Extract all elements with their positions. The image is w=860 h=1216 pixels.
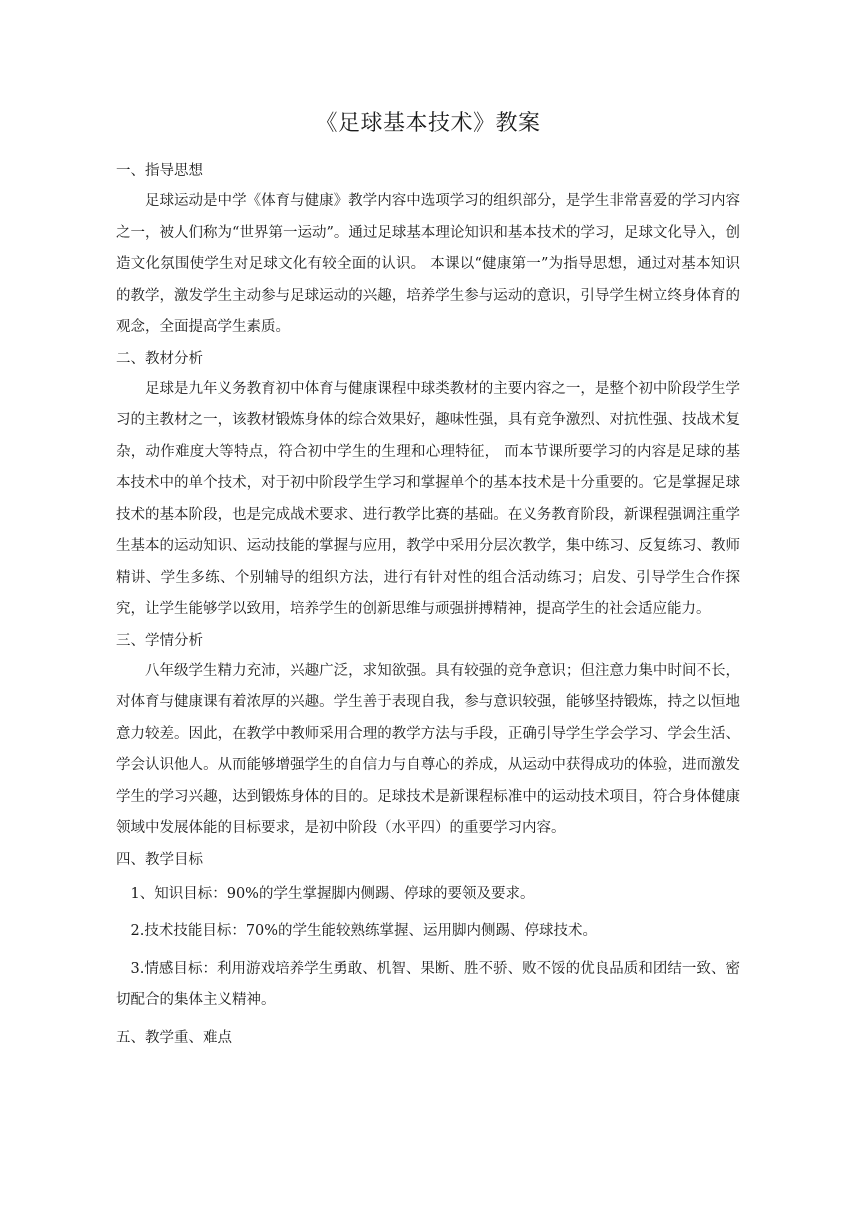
section-heading: 四、教学目标: [116, 851, 203, 868]
section-heading: 五、教学重、难点: [116, 1029, 232, 1046]
section-material-analysis: [116, 344, 740, 626]
section-teaching-objectives: [116, 845, 740, 1017]
section-key-difficult-points: [116, 1023, 740, 1053]
objective-item: 2.技术技能目标：70%的学生能较熟练掌握、运用脚内侧踢、停球技术。: [130, 923, 598, 939]
section-heading: 二、教材分析: [116, 350, 203, 367]
section-paragraph: 八年级学生精力充沛，兴趣广泛，求知欲强。具有较强的竞争意识；但注意力集中时间不长，对体育与健康课有着浓厚的兴趣。学生善于表现自我，参与意识较强，能够坚持锻炼，持之以恒地意力较差。因此，在教学中教师采用合理的教学方法与手段，正确引导学生学会学习、学会生活、学会认识他人。从而能够增强学生的自信力与自尊心的养成，从运动中获得成功的体验，进而激发学生的学习兴趣，达到锻炼身体的目的。足球技术是新课程标准中的运动技术项目，符合身体健康领域中发展体能的目标要求，是初中阶段（水平四）的重要学习内容。: [116, 662, 740, 836]
section-student-analysis: [116, 626, 740, 845]
section-paragraph: 足球是九年义务教育初中体育与健康课程中球类教材的主要内容之一，是整个初中阶段学生学习的主教材之一，该教材锻炼身体的综合效果好，趣味性强，具有竞争激烈、对抗性强、技战术复杂，动作难度大等特点，符合初中学生的生理和心理特征， 而本节课所要学习的内容是足球的基本技术中的单个技术，对于初中阶段学生学习和掌握单个的基本技术是十分重要的。它是掌握足球技术的基本阶段，也是完成战术要求、进行教学比赛的基础。在义务教育阶段，新课程强调注重学生基本的运动知识、运动技能的掌握与应用，教学中采用分层次教学，集中练习、反复练习、教师精讲、学生多练、个别辅导的组织方法，进行有针对性的组合活动练习；启发、引导学生合作探究，让学生能够学以致用，培养学生的创新思维与顽强拼搏精神，提高学生的社会适应能力。: [116, 380, 740, 617]
section-heading: 一、指导思想: [116, 163, 203, 179]
section-heading: 三、学情分析: [116, 632, 203, 649]
section-guiding-thought: [116, 156, 740, 344]
document-title: 《足球基本技术》教案: [315, 111, 541, 136]
objective-item: 3.情感目标：利用游戏培养学生勇敢、机智、果断、胜不骄、败不馁的优良品质和团结一致、密切配合的集体主义精神。: [116, 960, 740, 1008]
section-paragraph: 足球运动是中学《体育与健康》教学内容中选项学习的组织部分，是学生非常喜爱的学习内容之一，被人们称为“世界第一运动”。通过足球基本理论知识和基本技术的学习，足球文化导入，创造文化氛围使学生对足球文化有较全面的认识。 本课以“健康第一”为指导思想，通过对基本知识的教学，激发学生主动参与足球运动的兴趣，培养学生参与运动的意识，引导学生树立终身体育的观念，全面提高学生素质。: [116, 193, 740, 335]
document-page: [116, 108, 740, 1053]
objective-item: 1、知识目标：90%的学生掌握脚内侧踢、停球的要领及要求。: [130, 885, 535, 902]
